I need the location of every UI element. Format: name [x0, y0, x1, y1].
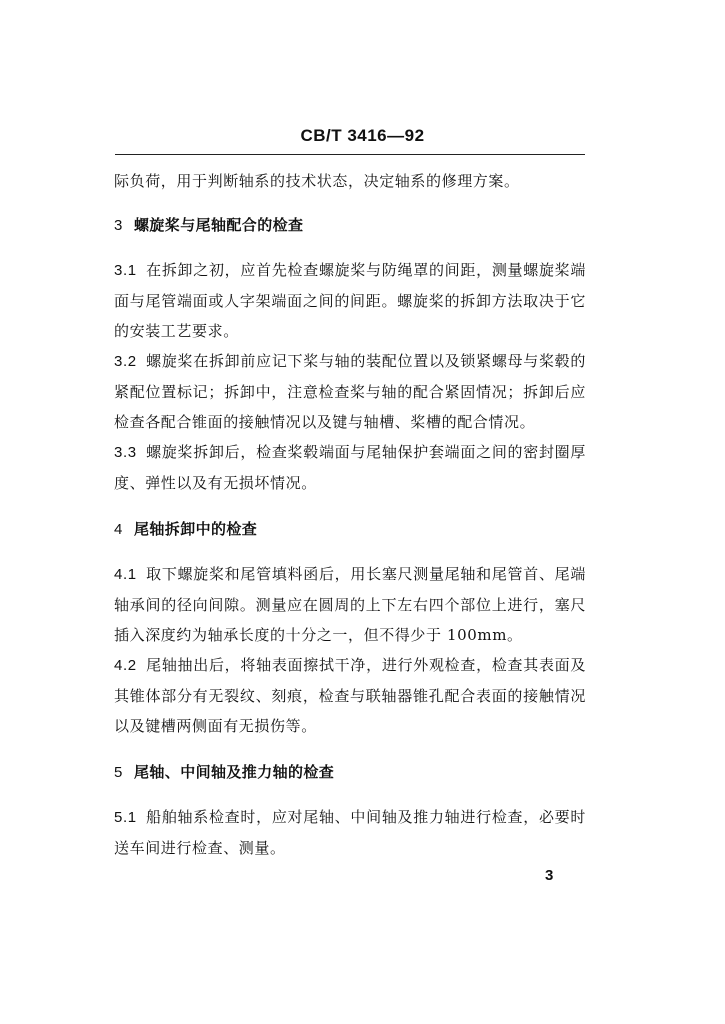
clause-4-1-text: 取下螺旋桨和尾管填料函后，用长塞尺测量尾轴和尾管首、尾端轴承间的径向间隙。测量应在圆周的上下左右四个部位上进行，塞尺插入深度约为轴承长度的十分之一，但不得少于 100mm。 — [114, 565, 586, 644]
clause-3-2-number: 3.2 — [114, 353, 137, 370]
clause-4-1-number: 4.1 — [114, 566, 137, 583]
clause-5-1-text: 船舶轴系检查时，应对尾轴、中间轴及推力轴进行检查，必要时送车间进行检查、测量。 — [114, 808, 586, 857]
clause-3-2-text: 螺旋桨在拆卸前应记下桨与轴的装配位置以及锁紧螺母与桨毂的紧配位置标记；拆卸中，注意检查桨与轴的配合紧固情况；拆卸后应检查各配合锥面的接触情况以及键与轴槽、桨槽的配合情况。 — [114, 352, 586, 431]
clause-3-1-text: 在拆卸之初，应首先检查螺旋桨与防绳罩的间距，测量螺旋桨端面与尾管端面或人字架端面之间的间距。螺旋桨的拆卸方法取决于它的安装工艺要求。 — [114, 261, 586, 340]
section-3-number: 3 — [114, 217, 123, 234]
section-3-title: 螺旋桨与尾轴配合的检查 — [134, 216, 304, 234]
page-number: 3 — [545, 867, 554, 884]
clause-4-1 — [114, 559, 586, 650]
clause-4-2-text: 尾轴抽出后，将轴表面擦拭干净，进行外观检查，检查其表面及其锥体部分有无裂纹、刻痕，检查与联轴器锥孔配合表面的接触情况以及键槽两侧面有无损伤等。 — [114, 656, 586, 735]
section-5-heading — [114, 757, 586, 788]
header-rule — [115, 154, 585, 155]
clause-3-1-number: 3.1 — [114, 262, 137, 279]
clause-4-2-number: 4.2 — [114, 657, 137, 674]
clause-3-3-number: 3.3 — [114, 444, 137, 461]
section-4-heading — [114, 514, 586, 545]
clause-5-1-number: 5.1 — [114, 809, 137, 826]
page-body — [114, 166, 586, 863]
clause-3-1 — [114, 255, 586, 346]
section-4-number: 4 — [114, 521, 123, 538]
section-4-title: 尾轴拆卸中的检查 — [134, 520, 258, 538]
standard-code-header: CB/T 3416—92 — [300, 126, 425, 145]
clause-3-3 — [114, 437, 586, 498]
clause-4-2 — [114, 650, 586, 741]
clause-5-1 — [114, 802, 586, 863]
clause-3-2 — [114, 346, 586, 437]
clause-3-3-text: 螺旋桨拆卸后，检查桨毂端面与尾轴保护套端面之间的密封圈厚度、弹性以及有无损坏情况。 — [114, 443, 586, 492]
section-5-title: 尾轴、中间轴及推力轴的检查 — [134, 763, 335, 781]
intro-paragraph: 际负荷，用于判断轴系的技术状态，决定轴系的修理方案。 — [114, 172, 520, 190]
section-3-heading — [114, 210, 586, 241]
section-5-number: 5 — [114, 764, 123, 781]
